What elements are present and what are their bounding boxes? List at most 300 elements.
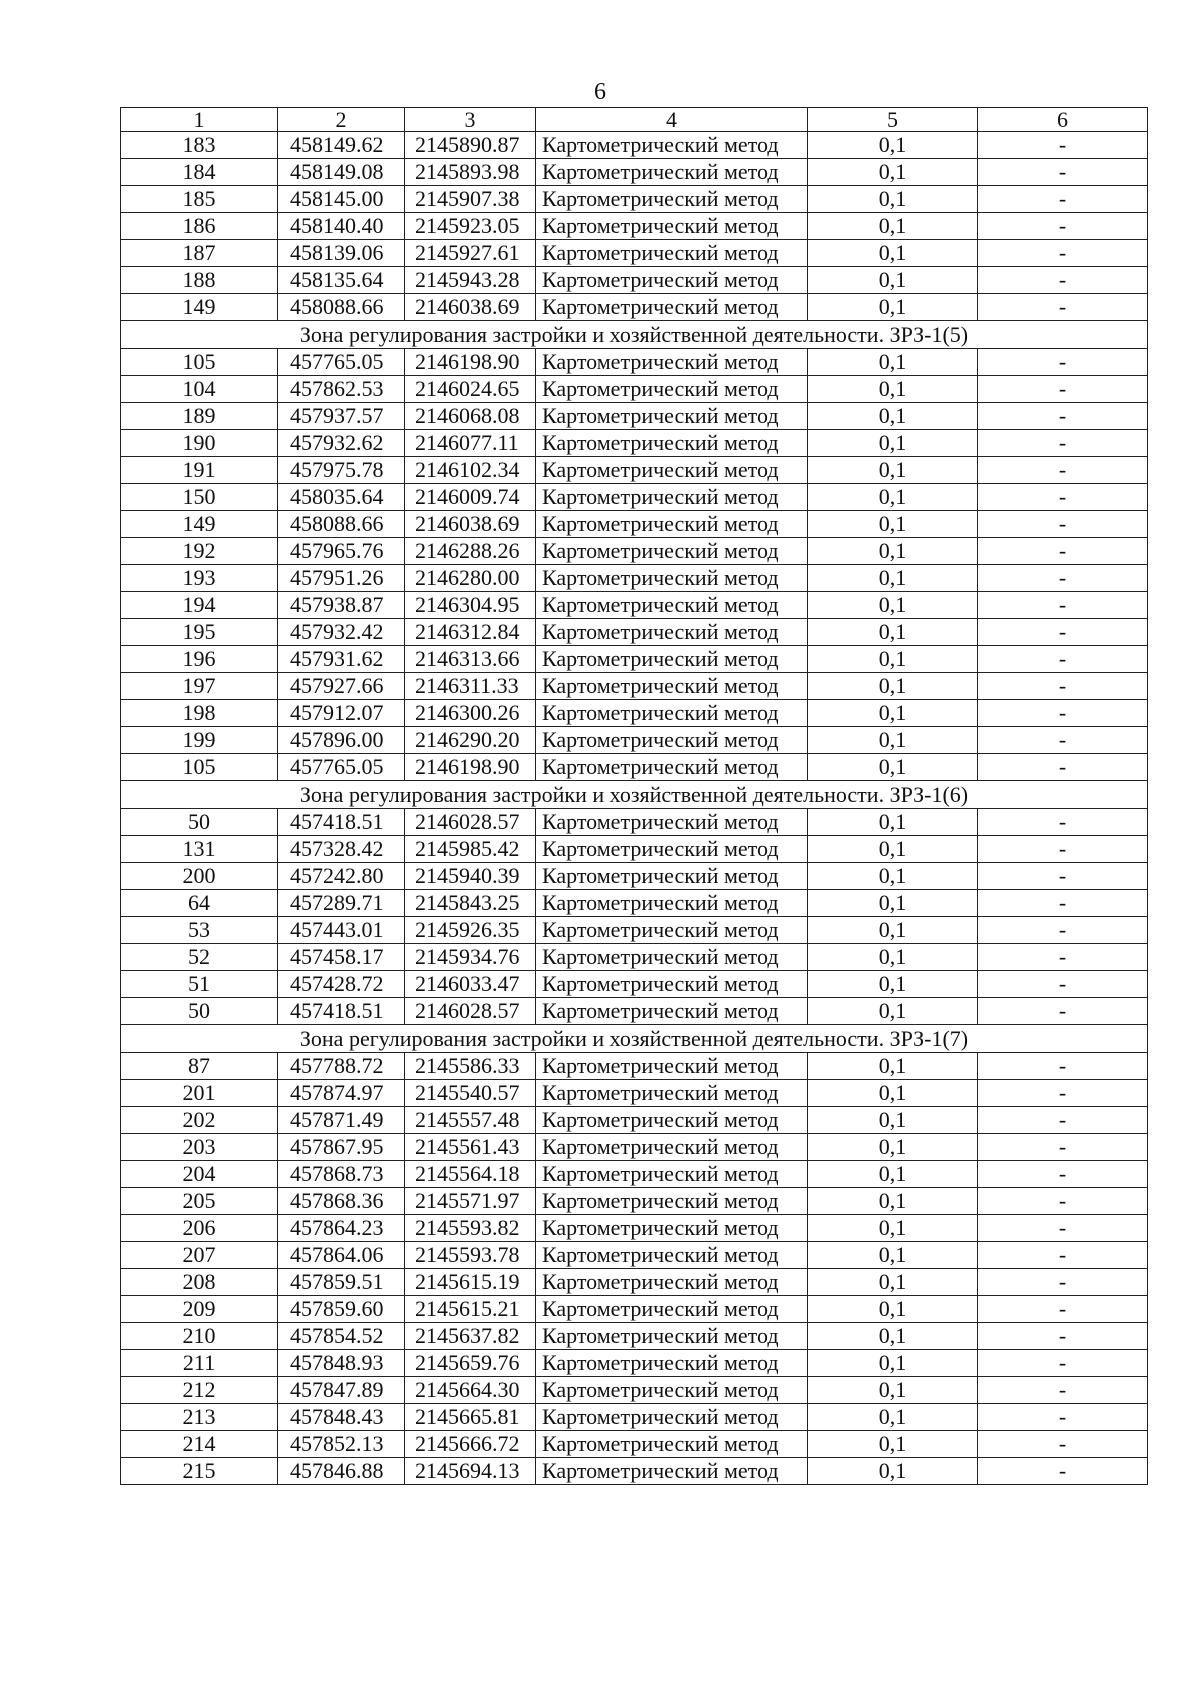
table-row — [121, 1107, 1148, 1134]
x-coordinate-cell: 457848.93 — [278, 1350, 405, 1377]
note-cell: - — [978, 1431, 1148, 1458]
note-cell: - — [978, 890, 1148, 917]
note-cell: - — [978, 1458, 1148, 1485]
table-row — [121, 213, 1148, 240]
accuracy-cell: 0,1 — [808, 1053, 978, 1080]
x-coordinate-cell: 457458.17 — [278, 944, 405, 971]
method-cell: Картометрический метод — [536, 836, 808, 863]
note-cell: - — [978, 159, 1148, 186]
y-coordinate-cell: 2145694.13 — [405, 1458, 536, 1485]
accuracy-cell: 0,1 — [808, 998, 978, 1025]
point-number-cell: 194 — [121, 592, 278, 619]
y-coordinate-cell: 2145659.76 — [405, 1350, 536, 1377]
note-cell: - — [978, 700, 1148, 727]
y-coordinate-cell: 2145637.82 — [405, 1323, 536, 1350]
point-number-cell: 208 — [121, 1269, 278, 1296]
note-cell: - — [978, 1134, 1148, 1161]
y-coordinate-cell: 2145615.19 — [405, 1269, 536, 1296]
point-number-cell: 202 — [121, 1107, 278, 1134]
table-row — [121, 511, 1148, 538]
point-number-cell: 212 — [121, 1377, 278, 1404]
accuracy-cell: 0,1 — [808, 673, 978, 700]
method-cell: Картометрический метод — [536, 294, 808, 321]
y-coordinate-cell: 2145564.18 — [405, 1161, 536, 1188]
x-coordinate-cell: 457443.01 — [278, 917, 405, 944]
point-number-cell: 191 — [121, 457, 278, 484]
y-coordinate-cell: 2145593.82 — [405, 1215, 536, 1242]
method-cell: Картометрический метод — [536, 944, 808, 971]
note-cell: - — [978, 240, 1148, 267]
x-coordinate-cell: 457931.62 — [278, 646, 405, 673]
table-row — [121, 186, 1148, 213]
method-cell: Картометрический метод — [536, 267, 808, 294]
point-number-cell: 188 — [121, 267, 278, 294]
table-row — [121, 484, 1148, 511]
accuracy-cell: 0,1 — [808, 267, 978, 294]
point-number-cell: 192 — [121, 538, 278, 565]
x-coordinate-cell: 458145.00 — [278, 186, 405, 213]
method-cell: Картометрический метод — [536, 1404, 808, 1431]
note-cell: - — [978, 294, 1148, 321]
note-cell: - — [978, 132, 1148, 159]
method-cell: Картометрический метод — [536, 430, 808, 457]
point-number-cell: 183 — [121, 132, 278, 159]
accuracy-cell: 0,1 — [808, 890, 978, 917]
note-cell: - — [978, 836, 1148, 863]
x-coordinate-cell: 457975.78 — [278, 457, 405, 484]
method-cell: Картометрический метод — [536, 1458, 808, 1485]
method-cell: Картометрический метод — [536, 700, 808, 727]
point-number-cell: 131 — [121, 836, 278, 863]
y-coordinate-cell: 2145571.97 — [405, 1188, 536, 1215]
accuracy-cell: 0,1 — [808, 376, 978, 403]
table-row — [121, 267, 1148, 294]
point-number-cell: 150 — [121, 484, 278, 511]
table-row — [121, 538, 1148, 565]
y-coordinate-cell: 2145593.78 — [405, 1242, 536, 1269]
accuracy-cell: 0,1 — [808, 484, 978, 511]
zone-title: Зона регулирования застройки и хозяйственной деятельности. ЗРЗ-1(7) — [121, 1025, 1148, 1053]
table-row — [121, 1134, 1148, 1161]
accuracy-cell: 0,1 — [808, 1269, 978, 1296]
note-cell: - — [978, 754, 1148, 781]
note-cell: - — [978, 1215, 1148, 1242]
y-coordinate-cell: 2146077.11 — [405, 430, 536, 457]
table-row — [121, 1080, 1148, 1107]
accuracy-cell: 0,1 — [808, 1377, 978, 1404]
method-cell: Картометрический метод — [536, 592, 808, 619]
y-coordinate-cell: 2145540.57 — [405, 1080, 536, 1107]
x-coordinate-cell: 457328.42 — [278, 836, 405, 863]
table-row — [121, 727, 1148, 754]
accuracy-cell: 0,1 — [808, 1080, 978, 1107]
point-number-cell: 204 — [121, 1161, 278, 1188]
method-cell: Картометрический метод — [536, 917, 808, 944]
x-coordinate-cell: 457965.76 — [278, 538, 405, 565]
table-row — [121, 1458, 1148, 1485]
point-number-cell: 197 — [121, 673, 278, 700]
accuracy-cell: 0,1 — [808, 349, 978, 376]
zone-title: Зона регулирования застройки и хозяйственной деятельности. ЗРЗ-1(6) — [121, 781, 1148, 809]
method-cell: Картометрический метод — [536, 809, 808, 836]
note-cell: - — [978, 1377, 1148, 1404]
x-coordinate-cell: 457788.72 — [278, 1053, 405, 1080]
table-row — [121, 890, 1148, 917]
y-coordinate-cell: 2146280.00 — [405, 565, 536, 592]
y-coordinate-cell: 2146024.65 — [405, 376, 536, 403]
method-cell: Картометрический метод — [536, 186, 808, 213]
x-coordinate-cell: 457765.05 — [278, 754, 405, 781]
note-cell: - — [978, 1296, 1148, 1323]
note-cell: - — [978, 646, 1148, 673]
x-coordinate-cell: 457951.26 — [278, 565, 405, 592]
table-row — [121, 1296, 1148, 1323]
note-cell: - — [978, 403, 1148, 430]
note-cell: - — [978, 511, 1148, 538]
note-cell: - — [978, 1242, 1148, 1269]
method-cell: Картометрический метод — [536, 1323, 808, 1350]
note-cell: - — [978, 430, 1148, 457]
method-cell: Картометрический метод — [536, 673, 808, 700]
accuracy-cell: 0,1 — [808, 700, 978, 727]
x-coordinate-cell: 457852.13 — [278, 1431, 405, 1458]
accuracy-cell: 0,1 — [808, 836, 978, 863]
table-row — [121, 1377, 1148, 1404]
y-coordinate-cell: 2146198.90 — [405, 754, 536, 781]
table-row — [121, 809, 1148, 836]
y-coordinate-cell: 2145890.87 — [405, 132, 536, 159]
table-row — [121, 159, 1148, 186]
table-row — [121, 1431, 1148, 1458]
x-coordinate-cell: 457846.88 — [278, 1458, 405, 1485]
note-cell: - — [978, 349, 1148, 376]
table-body — [121, 132, 1148, 1485]
accuracy-cell: 0,1 — [808, 1242, 978, 1269]
point-number-cell: 189 — [121, 403, 278, 430]
point-number-cell: 186 — [121, 213, 278, 240]
table-row — [121, 403, 1148, 430]
note-cell: - — [978, 538, 1148, 565]
x-coordinate-cell: 457912.07 — [278, 700, 405, 727]
table-row — [121, 240, 1148, 267]
table-row — [121, 1404, 1148, 1431]
method-cell: Картометрический метод — [536, 863, 808, 890]
method-cell: Картометрический метод — [536, 1107, 808, 1134]
x-coordinate-cell: 457848.43 — [278, 1404, 405, 1431]
x-coordinate-cell: 457859.60 — [278, 1296, 405, 1323]
column-header: 4 — [536, 108, 808, 132]
accuracy-cell: 0,1 — [808, 619, 978, 646]
note-cell: - — [978, 186, 1148, 213]
x-coordinate-cell: 457289.71 — [278, 890, 405, 917]
point-number-cell: 199 — [121, 727, 278, 754]
note-cell: - — [978, 484, 1148, 511]
method-cell: Картометрический метод — [536, 1053, 808, 1080]
method-cell: Картометрический метод — [536, 511, 808, 538]
table-row — [121, 132, 1148, 159]
table-row — [121, 1161, 1148, 1188]
note-cell: - — [978, 1053, 1148, 1080]
point-number-cell: 193 — [121, 565, 278, 592]
point-number-cell: 185 — [121, 186, 278, 213]
point-number-cell: 149 — [121, 511, 278, 538]
table-row — [121, 376, 1148, 403]
table-row — [121, 1242, 1148, 1269]
x-coordinate-cell: 457428.72 — [278, 971, 405, 998]
note-cell: - — [978, 619, 1148, 646]
x-coordinate-cell: 457927.66 — [278, 673, 405, 700]
point-number-cell: 209 — [121, 1296, 278, 1323]
accuracy-cell: 0,1 — [808, 944, 978, 971]
accuracy-cell: 0,1 — [808, 1215, 978, 1242]
point-number-cell: 53 — [121, 917, 278, 944]
y-coordinate-cell: 2146028.57 — [405, 998, 536, 1025]
method-cell: Картометрический метод — [536, 1296, 808, 1323]
method-cell: Картометрический метод — [536, 1377, 808, 1404]
x-coordinate-cell: 458035.64 — [278, 484, 405, 511]
table-row — [121, 1053, 1148, 1080]
method-cell: Картометрический метод — [536, 213, 808, 240]
accuracy-cell: 0,1 — [808, 646, 978, 673]
point-number-cell: 210 — [121, 1323, 278, 1350]
accuracy-cell: 0,1 — [808, 1431, 978, 1458]
note-cell: - — [978, 213, 1148, 240]
note-cell: - — [978, 1107, 1148, 1134]
note-cell: - — [978, 267, 1148, 294]
accuracy-cell: 0,1 — [808, 971, 978, 998]
accuracy-cell: 0,1 — [808, 1458, 978, 1485]
accuracy-cell: 0,1 — [808, 159, 978, 186]
point-number-cell: 211 — [121, 1350, 278, 1377]
point-number-cell: 198 — [121, 700, 278, 727]
table-row — [121, 1323, 1148, 1350]
accuracy-cell: 0,1 — [808, 727, 978, 754]
x-coordinate-cell: 457864.23 — [278, 1215, 405, 1242]
x-coordinate-cell: 457854.52 — [278, 1323, 405, 1350]
y-coordinate-cell: 2146288.26 — [405, 538, 536, 565]
y-coordinate-cell: 2145666.72 — [405, 1431, 536, 1458]
accuracy-cell: 0,1 — [808, 132, 978, 159]
table-row — [121, 1188, 1148, 1215]
table-row — [121, 646, 1148, 673]
x-coordinate-cell: 457868.36 — [278, 1188, 405, 1215]
point-number-cell: 195 — [121, 619, 278, 646]
table-row — [121, 565, 1148, 592]
point-number-cell: 201 — [121, 1080, 278, 1107]
point-number-cell: 52 — [121, 944, 278, 971]
zone-title-row — [121, 1025, 1148, 1053]
x-coordinate-cell: 457896.00 — [278, 727, 405, 754]
method-cell: Картометрический метод — [536, 1215, 808, 1242]
point-number-cell: 149 — [121, 294, 278, 321]
accuracy-cell: 0,1 — [808, 186, 978, 213]
y-coordinate-cell: 2145843.25 — [405, 890, 536, 917]
table-row — [121, 294, 1148, 321]
x-coordinate-cell: 457859.51 — [278, 1269, 405, 1296]
method-cell: Картометрический метод — [536, 484, 808, 511]
column-header: 2 — [278, 108, 405, 132]
note-cell: - — [978, 457, 1148, 484]
coordinates-table — [120, 107, 1148, 1485]
table-row — [121, 430, 1148, 457]
table-row — [121, 1350, 1148, 1377]
note-cell: - — [978, 1269, 1148, 1296]
point-number-cell: 187 — [121, 240, 278, 267]
table-row — [121, 998, 1148, 1025]
note-cell: - — [978, 809, 1148, 836]
y-coordinate-cell: 2145586.33 — [405, 1053, 536, 1080]
note-cell: - — [978, 863, 1148, 890]
y-coordinate-cell: 2146198.90 — [405, 349, 536, 376]
table-row — [121, 457, 1148, 484]
accuracy-cell: 0,1 — [808, 863, 978, 890]
method-cell: Картометрический метод — [536, 159, 808, 186]
x-coordinate-cell: 458149.08 — [278, 159, 405, 186]
zone-title-row — [121, 321, 1148, 349]
x-coordinate-cell: 457937.57 — [278, 403, 405, 430]
point-number-cell: 50 — [121, 809, 278, 836]
y-coordinate-cell: 2145943.28 — [405, 267, 536, 294]
method-cell: Картометрический метод — [536, 998, 808, 1025]
y-coordinate-cell: 2146313.66 — [405, 646, 536, 673]
note-cell: - — [978, 971, 1148, 998]
point-number-cell: 51 — [121, 971, 278, 998]
accuracy-cell: 0,1 — [808, 1188, 978, 1215]
table-row — [121, 700, 1148, 727]
zone-title-row — [121, 781, 1148, 809]
method-cell: Картометрический метод — [536, 754, 808, 781]
method-cell: Картометрический метод — [536, 1242, 808, 1269]
y-coordinate-cell: 2145664.30 — [405, 1377, 536, 1404]
x-coordinate-cell: 457874.97 — [278, 1080, 405, 1107]
method-cell: Картометрический метод — [536, 1431, 808, 1458]
table-row — [121, 944, 1148, 971]
point-number-cell: 200 — [121, 863, 278, 890]
point-number-cell: 203 — [121, 1134, 278, 1161]
y-coordinate-cell: 2146038.69 — [405, 511, 536, 538]
method-cell: Картометрический метод — [536, 457, 808, 484]
method-cell: Картометрический метод — [536, 1350, 808, 1377]
note-cell: - — [978, 1323, 1148, 1350]
y-coordinate-cell: 2145907.38 — [405, 186, 536, 213]
accuracy-cell: 0,1 — [808, 1350, 978, 1377]
y-coordinate-cell: 2146311.33 — [405, 673, 536, 700]
accuracy-cell: 0,1 — [808, 754, 978, 781]
point-number-cell: 196 — [121, 646, 278, 673]
x-coordinate-cell: 457932.42 — [278, 619, 405, 646]
x-coordinate-cell: 457242.80 — [278, 863, 405, 890]
accuracy-cell: 0,1 — [808, 403, 978, 430]
column-header: 1 — [121, 108, 278, 132]
y-coordinate-cell: 2146300.26 — [405, 700, 536, 727]
note-cell: - — [978, 1404, 1148, 1431]
note-cell: - — [978, 1350, 1148, 1377]
method-cell: Картометрический метод — [536, 240, 808, 267]
accuracy-cell: 0,1 — [808, 1134, 978, 1161]
y-coordinate-cell: 2145926.35 — [405, 917, 536, 944]
note-cell: - — [978, 1080, 1148, 1107]
accuracy-cell: 0,1 — [808, 240, 978, 267]
y-coordinate-cell: 2146102.34 — [405, 457, 536, 484]
table-header-row — [121, 108, 1148, 132]
table-row — [121, 917, 1148, 944]
y-coordinate-cell: 2145985.42 — [405, 836, 536, 863]
table-row — [121, 1269, 1148, 1296]
note-cell: - — [978, 376, 1148, 403]
y-coordinate-cell: 2145561.43 — [405, 1134, 536, 1161]
method-cell: Картометрический метод — [536, 971, 808, 998]
y-coordinate-cell: 2146033.47 — [405, 971, 536, 998]
y-coordinate-cell: 2146009.74 — [405, 484, 536, 511]
accuracy-cell: 0,1 — [808, 430, 978, 457]
y-coordinate-cell: 2145557.48 — [405, 1107, 536, 1134]
column-header: 5 — [808, 108, 978, 132]
accuracy-cell: 0,1 — [808, 538, 978, 565]
y-coordinate-cell: 2145934.76 — [405, 944, 536, 971]
y-coordinate-cell: 2146290.20 — [405, 727, 536, 754]
point-number-cell: 190 — [121, 430, 278, 457]
point-number-cell: 213 — [121, 1404, 278, 1431]
accuracy-cell: 0,1 — [808, 1404, 978, 1431]
accuracy-cell: 0,1 — [808, 294, 978, 321]
x-coordinate-cell: 457871.49 — [278, 1107, 405, 1134]
method-cell: Картометрический метод — [536, 1080, 808, 1107]
point-number-cell: 64 — [121, 890, 278, 917]
note-cell: - — [978, 998, 1148, 1025]
note-cell: - — [978, 565, 1148, 592]
x-coordinate-cell: 458088.66 — [278, 511, 405, 538]
x-coordinate-cell: 458135.64 — [278, 267, 405, 294]
point-number-cell: 104 — [121, 376, 278, 403]
x-coordinate-cell: 457418.51 — [278, 809, 405, 836]
x-coordinate-cell: 457932.62 — [278, 430, 405, 457]
point-number-cell: 50 — [121, 998, 278, 1025]
note-cell: - — [978, 592, 1148, 619]
method-cell: Картометрический метод — [536, 376, 808, 403]
y-coordinate-cell: 2146028.57 — [405, 809, 536, 836]
y-coordinate-cell: 2146038.69 — [405, 294, 536, 321]
point-number-cell: 105 — [121, 349, 278, 376]
point-number-cell: 87 — [121, 1053, 278, 1080]
y-coordinate-cell: 2146312.84 — [405, 619, 536, 646]
table-row — [121, 863, 1148, 890]
x-coordinate-cell: 458140.40 — [278, 213, 405, 240]
method-cell: Картометрический метод — [536, 538, 808, 565]
method-cell: Картометрический метод — [536, 1188, 808, 1215]
x-coordinate-cell: 457864.06 — [278, 1242, 405, 1269]
note-cell: - — [978, 673, 1148, 700]
column-header: 3 — [405, 108, 536, 132]
table-row — [121, 673, 1148, 700]
note-cell: - — [978, 1161, 1148, 1188]
method-cell: Картометрический метод — [536, 403, 808, 430]
method-cell: Картометрический метод — [536, 1161, 808, 1188]
accuracy-cell: 0,1 — [808, 592, 978, 619]
column-header: 6 — [978, 108, 1148, 132]
accuracy-cell: 0,1 — [808, 1107, 978, 1134]
method-cell: Картометрический метод — [536, 565, 808, 592]
point-number-cell: 206 — [121, 1215, 278, 1242]
y-coordinate-cell: 2145927.61 — [405, 240, 536, 267]
x-coordinate-cell: 458149.62 — [278, 132, 405, 159]
table-row — [121, 1215, 1148, 1242]
y-coordinate-cell: 2145940.39 — [405, 863, 536, 890]
table-row — [121, 592, 1148, 619]
y-coordinate-cell: 2145923.05 — [405, 213, 536, 240]
method-cell: Картометрический метод — [536, 619, 808, 646]
method-cell: Картометрический метод — [536, 1269, 808, 1296]
x-coordinate-cell: 457847.89 — [278, 1377, 405, 1404]
